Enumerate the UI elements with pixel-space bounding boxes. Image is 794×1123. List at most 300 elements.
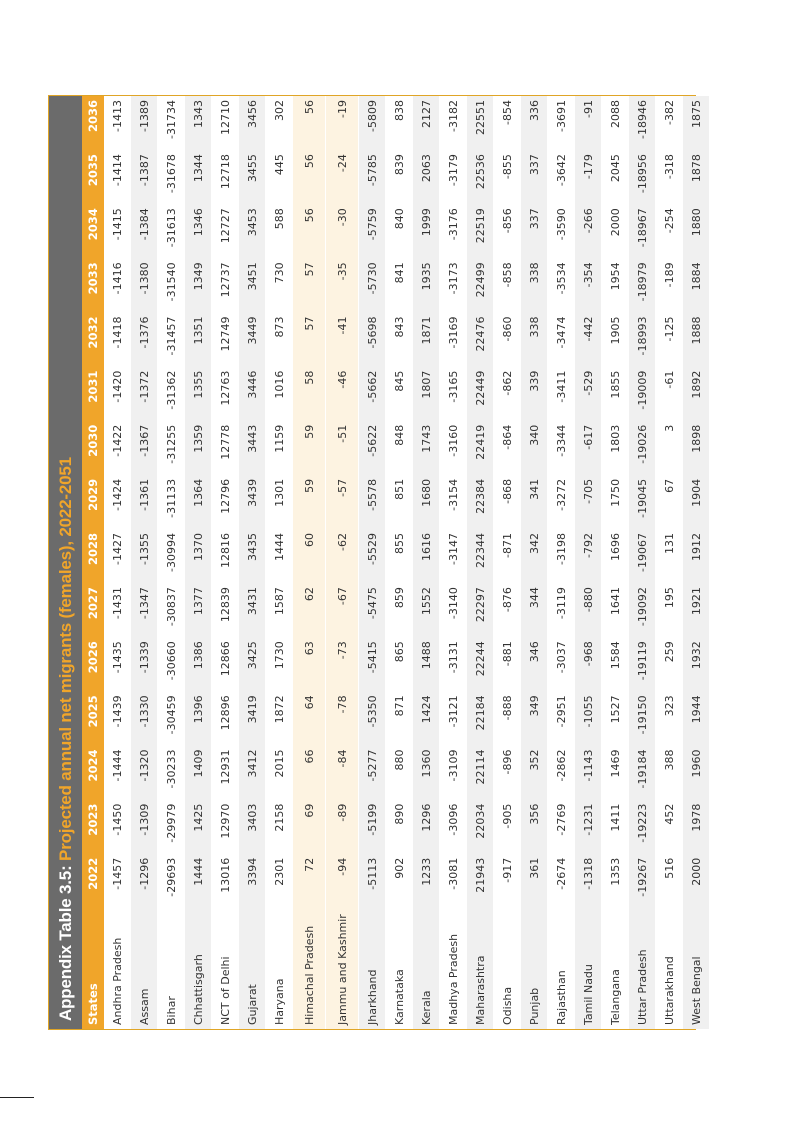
value-cell: 22476 [467,313,494,367]
state-name-cell: Kerala [413,908,440,1029]
value-cell: 3455 [239,150,266,204]
column-header-year: 2031 [82,367,104,421]
value-cell: 22034 [467,800,494,854]
value-cell: 22297 [467,583,494,637]
value-cell: -19267 [629,854,656,908]
value-cell: -94 [326,854,359,908]
value-cell: -1435 [104,637,131,691]
column-header-year: 2027 [82,583,104,637]
value-cell: 2015 [266,746,293,800]
state-name-cell: Chhattisgarh [185,908,212,1029]
value-cell: -78 [326,691,359,745]
value-cell: -1347 [131,583,158,637]
value-cell: 22184 [467,691,494,745]
value-cell: -792 [575,529,602,583]
value-cell: 22384 [467,475,494,529]
value-cell: 12778 [212,421,239,475]
value-cell: -3140 [440,583,467,637]
value-cell: -1457 [104,854,131,908]
value-cell: 1960 [683,746,710,800]
value-cell: 1351 [185,313,212,367]
value-cell: -1424 [104,475,131,529]
value-cell: -5622 [359,421,386,475]
column-header-year: 2035 [82,150,104,204]
value-cell: -24 [326,150,359,204]
value-cell: -18946 [629,96,656,150]
value-cell: 2127 [413,96,440,150]
value-cell: 12718 [212,150,239,204]
value-cell: -3534 [548,258,575,312]
value-cell: -30837 [158,583,185,637]
value-cell: 57 [293,258,326,312]
value-cell: -125 [656,313,683,367]
value-cell: 57 [293,313,326,367]
value-cell: 1641 [602,583,629,637]
column-header-year: 2024 [82,746,104,800]
value-cell: 1912 [683,529,710,583]
value-cell: -1439 [104,691,131,745]
value-cell: 1360 [413,746,440,800]
value-cell: 1396 [185,691,212,745]
value-cell: 195 [656,583,683,637]
state-name-cell: Uttarakhand [656,908,683,1029]
value-cell: 1587 [266,583,293,637]
value-cell: -89 [326,800,359,854]
value-cell: -868 [494,475,521,529]
value-cell: -858 [494,258,521,312]
column-header-year: 2032 [82,313,104,367]
value-cell: -1387 [131,150,158,204]
value-cell: -905 [494,800,521,854]
value-cell: 1016 [266,367,293,421]
value-cell: -2769 [548,800,575,854]
value-cell: 349 [521,691,548,745]
value-cell: 855 [386,529,413,583]
value-cell: -3147 [440,529,467,583]
value-cell: -881 [494,637,521,691]
value-cell: 1296 [413,800,440,854]
state-name-cell: Gujarat [239,908,266,1029]
value-cell: 839 [386,150,413,204]
value-cell: 336 [521,96,548,150]
value-cell: -382 [656,96,683,150]
value-cell: -19009 [629,367,656,421]
state-name-cell: Jharkhand [359,908,386,1029]
value-cell: 1999 [413,204,440,258]
value-cell: 131 [656,529,683,583]
value-cell: 3456 [239,96,266,150]
value-cell: 3412 [239,746,266,800]
table-header-row [82,96,104,1029]
value-cell: -31362 [158,367,185,421]
value-cell: 516 [656,854,683,908]
value-cell: -5475 [359,583,386,637]
value-cell: 344 [521,583,548,637]
table-row [131,96,158,1029]
value-cell: -29693 [158,854,185,908]
value-cell: 1584 [602,637,629,691]
value-cell: 1409 [185,746,212,800]
value-cell: -5350 [359,691,386,745]
value-cell: -19067 [629,529,656,583]
value-cell: -1389 [131,96,158,150]
value-cell: 342 [521,529,548,583]
table-row [467,96,494,1029]
value-cell: 840 [386,204,413,258]
value-cell: 22344 [467,529,494,583]
value-cell: -189 [656,258,683,312]
value-cell: -5277 [359,746,386,800]
value-cell: -855 [494,150,521,204]
value-cell: -1422 [104,421,131,475]
value-cell: 22519 [467,204,494,258]
value-cell: 3453 [239,204,266,258]
value-cell: -2862 [548,746,575,800]
value-cell: 1730 [266,637,293,691]
value-cell: 2158 [266,800,293,854]
column-header-year: 2023 [82,800,104,854]
value-cell: 13016 [212,854,239,908]
state-name-cell: Maharashtra [467,908,494,1029]
value-cell: -31255 [158,421,185,475]
value-cell: -3474 [548,313,575,367]
value-cell: -3691 [548,96,575,150]
value-cell: -3037 [548,637,575,691]
value-cell: 1905 [602,313,629,367]
value-cell: 22551 [467,96,494,150]
table-row [386,96,413,1029]
value-cell: -19184 [629,746,656,800]
value-cell: 22114 [467,746,494,800]
value-cell: 1343 [185,96,212,150]
value-cell: 890 [386,800,413,854]
value-cell: -57 [326,475,359,529]
value-cell: 1875 [683,96,710,150]
value-cell: -705 [575,475,602,529]
value-cell: -19026 [629,421,656,475]
state-name-cell: Rajasthan [548,908,575,1029]
value-cell: -1376 [131,313,158,367]
table-row [575,96,602,1029]
value-cell: 12866 [212,637,239,691]
value-cell: -19045 [629,475,656,529]
value-cell: 3449 [239,313,266,367]
table-row [293,96,326,1029]
value-cell: 1386 [185,637,212,691]
value-cell: 58 [293,367,326,421]
value-cell: 22419 [467,421,494,475]
value-cell: -1413 [104,96,131,150]
value-cell: 1935 [413,258,440,312]
value-cell: 12749 [212,313,239,367]
value-cell: 1750 [602,475,629,529]
value-cell: 1743 [413,421,440,475]
value-cell: -1450 [104,800,131,854]
value-cell: -854 [494,96,521,150]
value-cell: 1884 [683,258,710,312]
value-cell: -73 [326,637,359,691]
value-cell: 3435 [239,529,266,583]
value-cell: -18993 [629,313,656,367]
value-cell: 1696 [602,529,629,583]
value-cell: 63 [293,637,326,691]
value-cell: -18956 [629,150,656,204]
state-name-cell: Karnataka [386,908,413,1029]
value-cell: -3179 [440,150,467,204]
value-cell: 1159 [266,421,293,475]
value-cell: -1380 [131,258,158,312]
value-cell: 1346 [185,204,212,258]
table-row [494,96,521,1029]
value-cell: -5698 [359,313,386,367]
value-cell: 3419 [239,691,266,745]
value-cell: 69 [293,800,326,854]
value-cell: -5415 [359,637,386,691]
state-name-cell: Telangana [602,908,629,1029]
value-cell: 1892 [683,367,710,421]
state-name-cell: Andhra Pradesh [104,908,131,1029]
value-cell: -864 [494,421,521,475]
value-cell: -1231 [575,800,602,854]
value-cell: -41 [326,313,359,367]
value-cell: -31540 [158,258,185,312]
value-cell: -3590 [548,204,575,258]
value-cell: 64 [293,691,326,745]
state-name-cell: Tamil Nadu [575,908,602,1029]
value-cell: 865 [386,637,413,691]
value-cell: 1488 [413,637,440,691]
value-cell: 340 [521,421,548,475]
column-header-states: States [82,908,104,1029]
value-cell: -880 [575,583,602,637]
state-name-cell: Punjab [521,908,548,1029]
value-cell: 848 [386,421,413,475]
value-cell: -19223 [629,800,656,854]
value-cell: 59 [293,475,326,529]
column-header-year: 2033 [82,258,104,312]
value-cell: -1420 [104,367,131,421]
value-cell: -3154 [440,475,467,529]
value-cell: -5809 [359,96,386,150]
value-cell: -1318 [575,854,602,908]
value-cell: -1055 [575,691,602,745]
value-cell: -3121 [440,691,467,745]
value-cell: -19150 [629,691,656,745]
table-row [440,96,467,1029]
value-cell: 1353 [602,854,629,908]
value-cell: -3272 [548,475,575,529]
value-cell: -19119 [629,637,656,691]
value-cell: 1344 [185,150,212,204]
value-cell: 337 [521,150,548,204]
value-cell: -917 [494,854,521,908]
value-cell: 56 [293,150,326,204]
value-cell: 337 [521,204,548,258]
value-cell: 880 [386,746,413,800]
value-cell: 730 [266,258,293,312]
value-cell: -2951 [548,691,575,745]
value-cell: 12839 [212,583,239,637]
value-cell: -31678 [158,150,185,204]
value-cell: -1415 [104,204,131,258]
table-row [521,96,548,1029]
value-cell: 3 [656,421,683,475]
value-cell: -3096 [440,800,467,854]
value-cell: -1296 [131,854,158,908]
value-cell: 60 [293,529,326,583]
value-cell: 1364 [185,475,212,529]
value-cell: -3176 [440,204,467,258]
value-cell: -1339 [131,637,158,691]
table-row [683,96,710,1029]
value-cell: -3109 [440,746,467,800]
value-cell: 22536 [467,150,494,204]
value-cell: 1878 [683,150,710,204]
value-cell: -30660 [158,637,185,691]
value-cell: 843 [386,313,413,367]
state-name-cell: Himachal Pradesh [293,908,326,1029]
value-cell: 445 [266,150,293,204]
value-cell: 22244 [467,637,494,691]
value-cell: 1921 [683,583,710,637]
value-cell: -5759 [359,204,386,258]
value-cell: 341 [521,475,548,529]
column-header-year: 2022 [82,854,104,908]
value-cell: 1871 [413,313,440,367]
value-cell: -18967 [629,204,656,258]
value-cell: 388 [656,746,683,800]
value-cell: 1425 [185,800,212,854]
value-cell: -30 [326,204,359,258]
value-cell: 2000 [683,854,710,908]
value-cell: 259 [656,637,683,691]
value-cell: 845 [386,367,413,421]
value-cell: 67 [656,475,683,529]
value-cell: 12970 [212,800,239,854]
value-cell: -1431 [104,583,131,637]
table-title-accent: Projected annual net migrants (females), 2022-2051 [56,457,75,861]
value-cell: -31133 [158,475,185,529]
value-cell: 12796 [212,475,239,529]
value-cell: -5113 [359,854,386,908]
value-cell: 1359 [185,421,212,475]
value-cell: -876 [494,583,521,637]
value-cell: -5529 [359,529,386,583]
value-cell: -30459 [158,691,185,745]
value-cell: -61 [656,367,683,421]
value-cell: -67 [326,583,359,637]
value-cell: -35 [326,258,359,312]
value-cell: 2000 [602,204,629,258]
value-cell: 2045 [602,150,629,204]
value-cell: 1904 [683,475,710,529]
value-cell: -18979 [629,258,656,312]
value-cell: -46 [326,367,359,421]
value-cell: 66 [293,746,326,800]
column-header-year: 2029 [82,475,104,529]
value-cell: 62 [293,583,326,637]
table-row [359,96,386,1029]
value-cell: -19092 [629,583,656,637]
column-header-year: 2036 [82,96,104,150]
value-cell: 2301 [266,854,293,908]
value-cell: -19 [326,96,359,150]
value-cell: -1143 [575,746,602,800]
value-cell: 338 [521,313,548,367]
value-cell: 346 [521,637,548,691]
value-cell: 1424 [413,691,440,745]
value-cell: 1932 [683,637,710,691]
value-cell: -1372 [131,367,158,421]
column-header-year: 2030 [82,421,104,475]
value-cell: -31457 [158,313,185,367]
value-cell: 3431 [239,583,266,637]
value-cell: 302 [266,96,293,150]
value-cell: 1370 [185,529,212,583]
value-cell: 3394 [239,854,266,908]
value-cell: -1355 [131,529,158,583]
value-cell: 1552 [413,583,440,637]
value-cell: -1320 [131,746,158,800]
table-body [104,96,710,1029]
value-cell: 3446 [239,367,266,421]
table-row [104,96,131,1029]
table-row [413,96,440,1029]
value-cell: -3165 [440,367,467,421]
value-cell: -1367 [131,421,158,475]
value-cell: 361 [521,854,548,908]
value-cell: 22499 [467,258,494,312]
value-cell: 3451 [239,258,266,312]
migrants-table [82,96,710,1029]
state-name-cell: Bihar [158,908,185,1029]
value-cell: -91 [575,96,602,150]
value-cell: 323 [656,691,683,745]
value-cell: 1855 [602,367,629,421]
value-cell: 339 [521,367,548,421]
value-cell: -529 [575,367,602,421]
value-cell: -3081 [440,854,467,908]
value-cell: -354 [575,258,602,312]
value-cell: 56 [293,204,326,258]
value-cell: -30994 [158,529,185,583]
value-cell: 1944 [683,691,710,745]
value-cell: -1416 [104,258,131,312]
value-cell: 12737 [212,258,239,312]
table-row [629,96,656,1029]
table-row [548,96,575,1029]
value-cell: 1880 [683,204,710,258]
value-cell: 588 [266,204,293,258]
state-name-cell: NCT of Delhi [212,908,239,1029]
value-cell: -888 [494,691,521,745]
value-cell: -968 [575,637,602,691]
value-cell: 1803 [602,421,629,475]
state-name-cell: Jammu and Kashmir [326,908,359,1029]
value-cell: 1377 [185,583,212,637]
value-cell: -871 [494,529,521,583]
value-cell: -1361 [131,475,158,529]
value-cell: -29979 [158,800,185,854]
column-header-year: 2028 [82,529,104,583]
value-cell: 12896 [212,691,239,745]
value-cell: -1414 [104,150,131,204]
value-cell: -1309 [131,800,158,854]
value-cell: 1954 [602,258,629,312]
value-cell: -62 [326,529,359,583]
table-row [266,96,293,1029]
value-cell: 452 [656,800,683,854]
